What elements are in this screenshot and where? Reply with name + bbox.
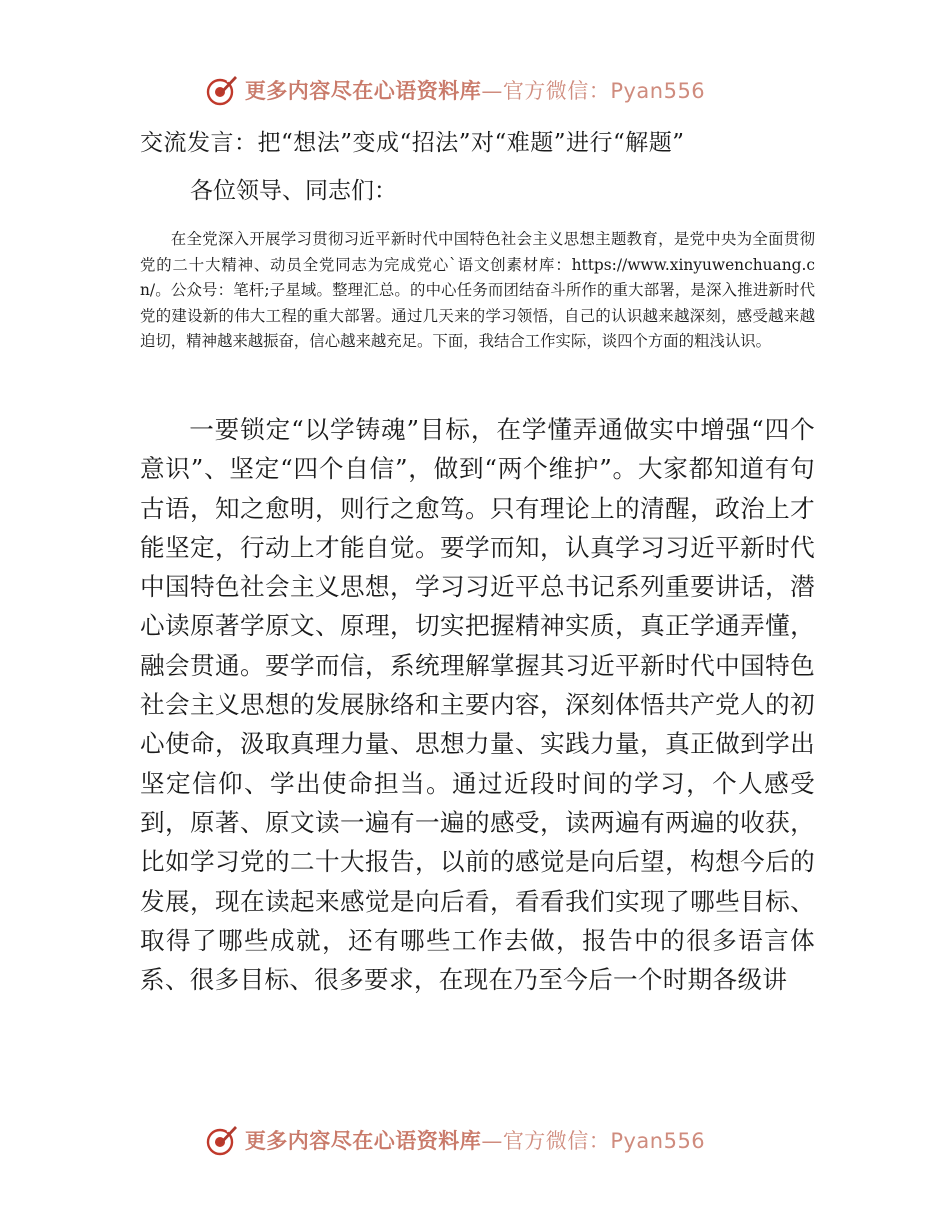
header-banner-wechat-label: 官方微信： — [502, 79, 611, 103]
footer-banner-separator: — — [481, 1129, 503, 1153]
footer-banner-content — [205, 1123, 705, 1157]
document-title: 交流发言：把“想法”变成“招法”对“难题”进行“解题” — [140, 130, 685, 156]
footer-banner-main-text: 更多内容尽在心语资料库 — [244, 1129, 482, 1153]
quill-logo-icon — [205, 1123, 239, 1157]
footer-banner — [0, 1120, 950, 1160]
quill-logo-icon — [205, 73, 239, 107]
intro-paragraph: 在全党深入开展学习贯彻习近平新时代中国特色社会主义思想主题教育，是党中央为全面贯彻党的二十大精神、动员全党同志为完成党心`语文创素材库：https://www.xinyuwenchuang.cn/。公众号：笔杆;子星域。整理汇总。的中心任务而团结奋斗所作的重大部署，是深入推进新时代党的建设新的伟大工程的重大部署。通过几天来的学习领悟，自己的认识越来越深刻，感受越来越迫切，精神越来越振奋，信心越来越充足。下面，我结合工作实际，谈四个方面的粗浅认识。 — [140, 230, 815, 351]
salutation: 各位领导、同志们： — [190, 178, 397, 204]
body-paragraph: 一要锁定“以学铸魂”目标，在学懂弄通做实中增强“四个意识”、坚定“四个自信”，做到“两个维护”。大家都知道有句古语，知之愈明，则行之愈笃。只有理论上的清醒，政治上才能坚定，行动上才能自觉。要学而知，认真学习习近平新时代中国特色社会主义思想，学习习近平总书记系列重要讲话，潜心读原著学原文、原理，切实把握精神实质，真正学通弄懂，融会贯通。要学而信，系统理解掌握其习近平新时代中国特色社会主义思想的发展脉络和主要内容，深刻体悟共产党人的初心使命，汲取真理力量、思想力量、实践力量，真正做到学出坚定信仰、学出使命担当。通过近段时间的学习，个人感受到，原著、原文读一遍有一遍的感受，读两遍有两遍的收获，比如学习党的二十大报告，以前的感觉是向后望，构想今后的发展，现在读起来感觉是向后看，看看我们实现了哪些目标、取得了哪些成就，还有哪些工作去做，报告中的很多语言体系、很多目标、很多要求，在现在乃至今后一个时期各级讲 — [140, 415, 815, 995]
footer-banner-wechat-label: 官方微信： — [502, 1129, 611, 1153]
footer-banner-wechat-id: Pyan556 — [610, 1129, 706, 1153]
header-banner-main-text: 更多内容尽在心语资料库 — [244, 79, 482, 103]
header-banner — [0, 70, 950, 110]
header-banner-text — [245, 75, 705, 105]
header-banner-wechat-id: Pyan556 — [610, 79, 706, 103]
header-banner-content — [205, 73, 705, 107]
header-banner-separator: — — [481, 79, 503, 103]
footer-banner-text — [245, 1125, 705, 1155]
